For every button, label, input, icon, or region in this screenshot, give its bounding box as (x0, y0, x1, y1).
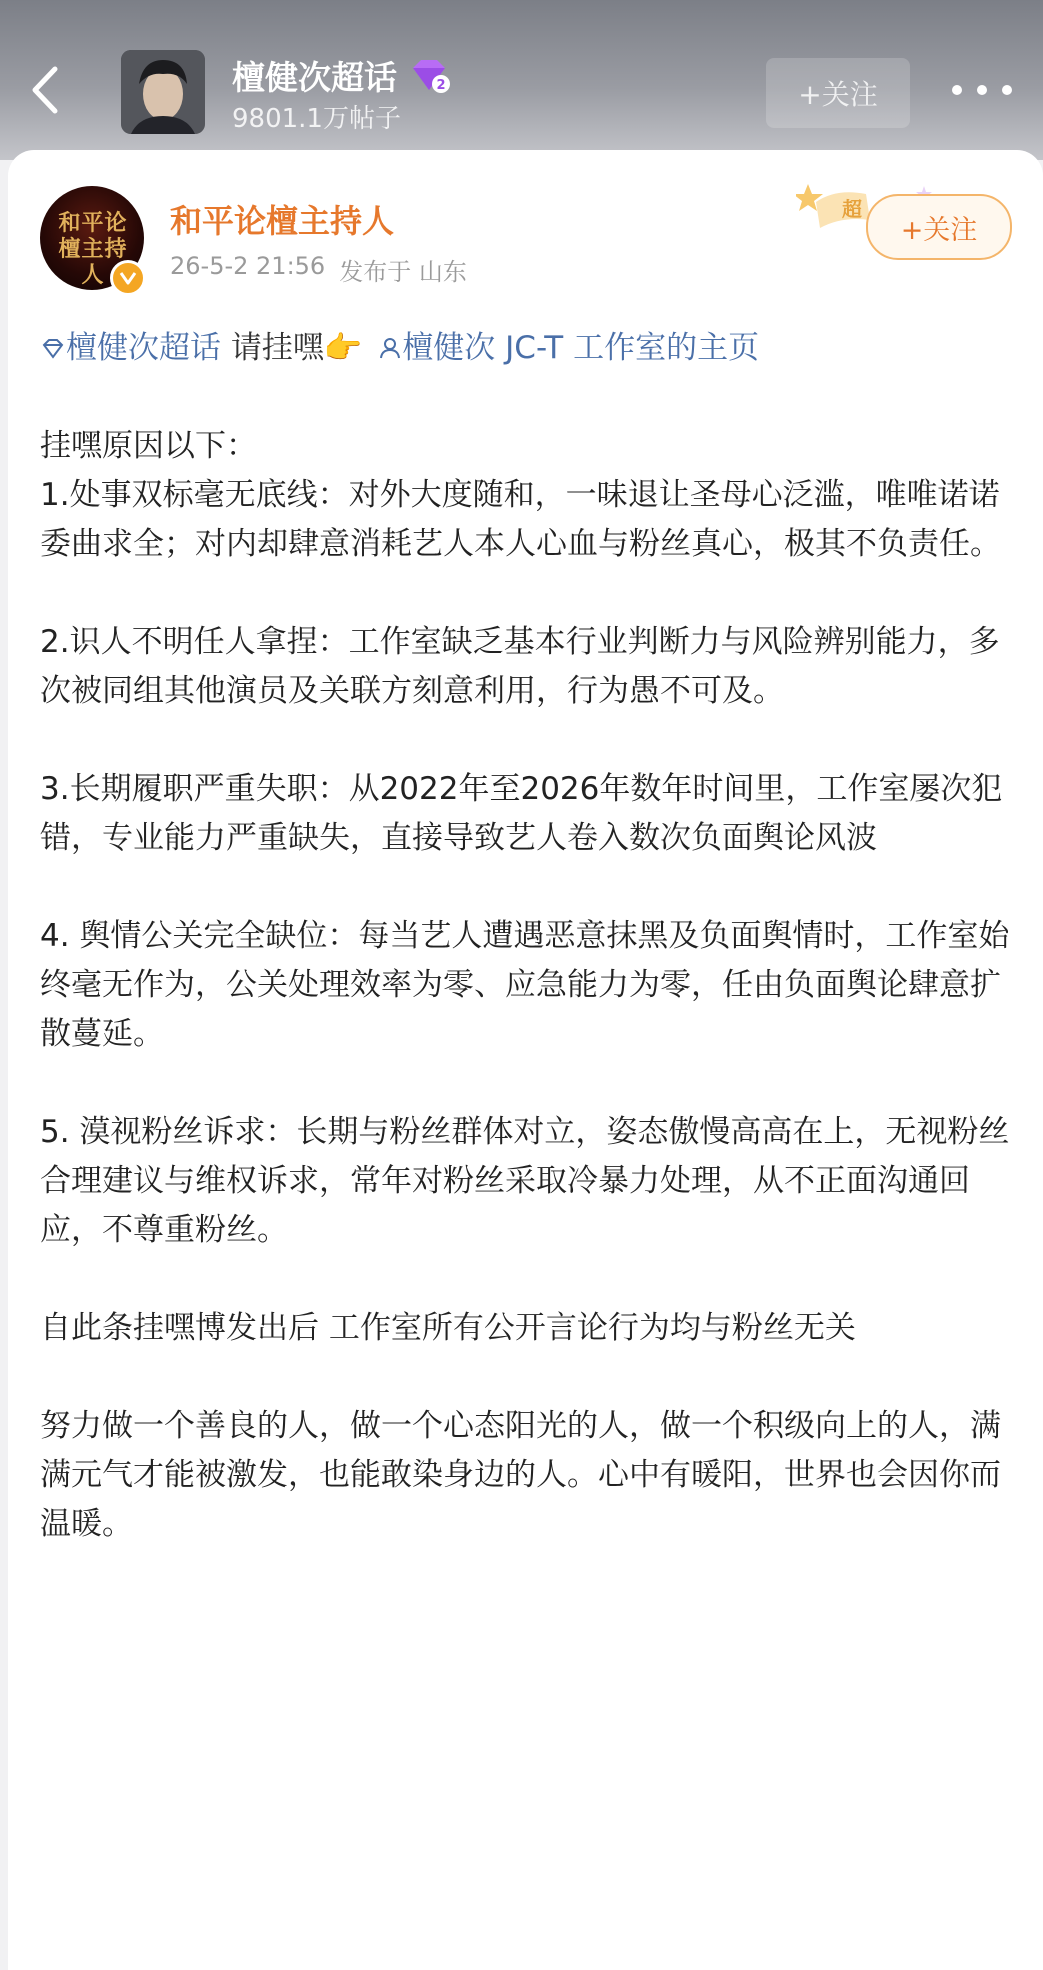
post-body (40, 422, 1015, 1549)
paragraph-2: 2.识人不明任人拿捏：工作室缺乏基本行业判断力与风险辨别能力，多次被同组其他演员及关联方刻意利用，行为愚不可及。 (40, 624, 1000, 709)
topic-title-row[interactable] (232, 52, 451, 99)
paragraph-4: 4. 舆情公关完全缺位：每当艺人遭遇恶意抹黑及负面舆情时，工作室始终毫无作为，公关处理效率为零、应急能力为零，任由负面舆论肆意扩散蔓延。 (40, 918, 1010, 1052)
paragraph-6: 自此条挂嘿博发出后 工作室所有公开言论行为均与粉丝无关 (40, 1310, 856, 1346)
post-location: 发布于 山东 (339, 258, 467, 286)
verified-icon (110, 260, 146, 296)
post-timestamp: 26-5-2 21:56 (170, 252, 326, 280)
topic-link[interactable]: 檀健次超话 (40, 330, 221, 366)
user-link[interactable]: 檀健次 JC-T 工作室的主页 (362, 330, 759, 366)
paragraph-1: 挂嘿原因以下： 1.处事双标毫无底线：对外大度随和，一味退让圣母心泛滥，唯唯诺诺委曲求全；对内却肆意消耗艺人本人心血与粉丝真心，极其不负责任。 (40, 428, 1001, 562)
topic-avatar[interactable] (121, 50, 205, 134)
paragraph-3: 3.长期履职严重失职：从2022年至2026年数年时间里，工作室屡次犯错，专业能力严重缺失，直接导致艺人卷入数次负面舆论风波 (40, 771, 1003, 856)
topic-header (0, 0, 1043, 160)
tag-text: 请挂嘿👉 (221, 330, 363, 366)
post-meta (170, 252, 467, 287)
paragraph-5: 5. 漠视粉丝诉求：长期与粉丝群体对立，姿态傲慢高高在上，无视粉丝合理建议与维权诉求，常年对粉丝采取冷暴力处理，从不正面沟通回应，不尊重粉丝。 (40, 1114, 1010, 1248)
follow-author-button[interactable]: +关注 (866, 194, 1012, 260)
author-name[interactable]: 和平论檀主持人 (170, 202, 395, 240)
more-icon (952, 85, 962, 95)
paragraph-7: 努力做一个善良的人，做一个心态阳光的人，做一个积级向上的人，满满元气才能被激发，也能敢染身边的人。心中有暖阳，世界也会因你而温暖。 (40, 1408, 1001, 1542)
follow-topic-button[interactable]: +关注 (766, 58, 910, 128)
topic-tag-line (40, 324, 1020, 372)
post-count: 9801.1万帖子 (232, 104, 401, 134)
back-icon (29, 65, 59, 115)
svg-text:2: 2 (436, 77, 446, 93)
back-button[interactable] (24, 62, 64, 118)
svg-text:超: 超 (842, 197, 862, 221)
user-icon (378, 336, 402, 360)
gem-level-icon (407, 58, 451, 94)
avatar-lettering: 和平论檀主持人 (58, 210, 128, 288)
topic-title: 檀健次超话 (232, 58, 397, 97)
more-button[interactable] (952, 75, 1012, 105)
topic-diamond-icon (40, 338, 66, 360)
post-card (8, 150, 1043, 1970)
